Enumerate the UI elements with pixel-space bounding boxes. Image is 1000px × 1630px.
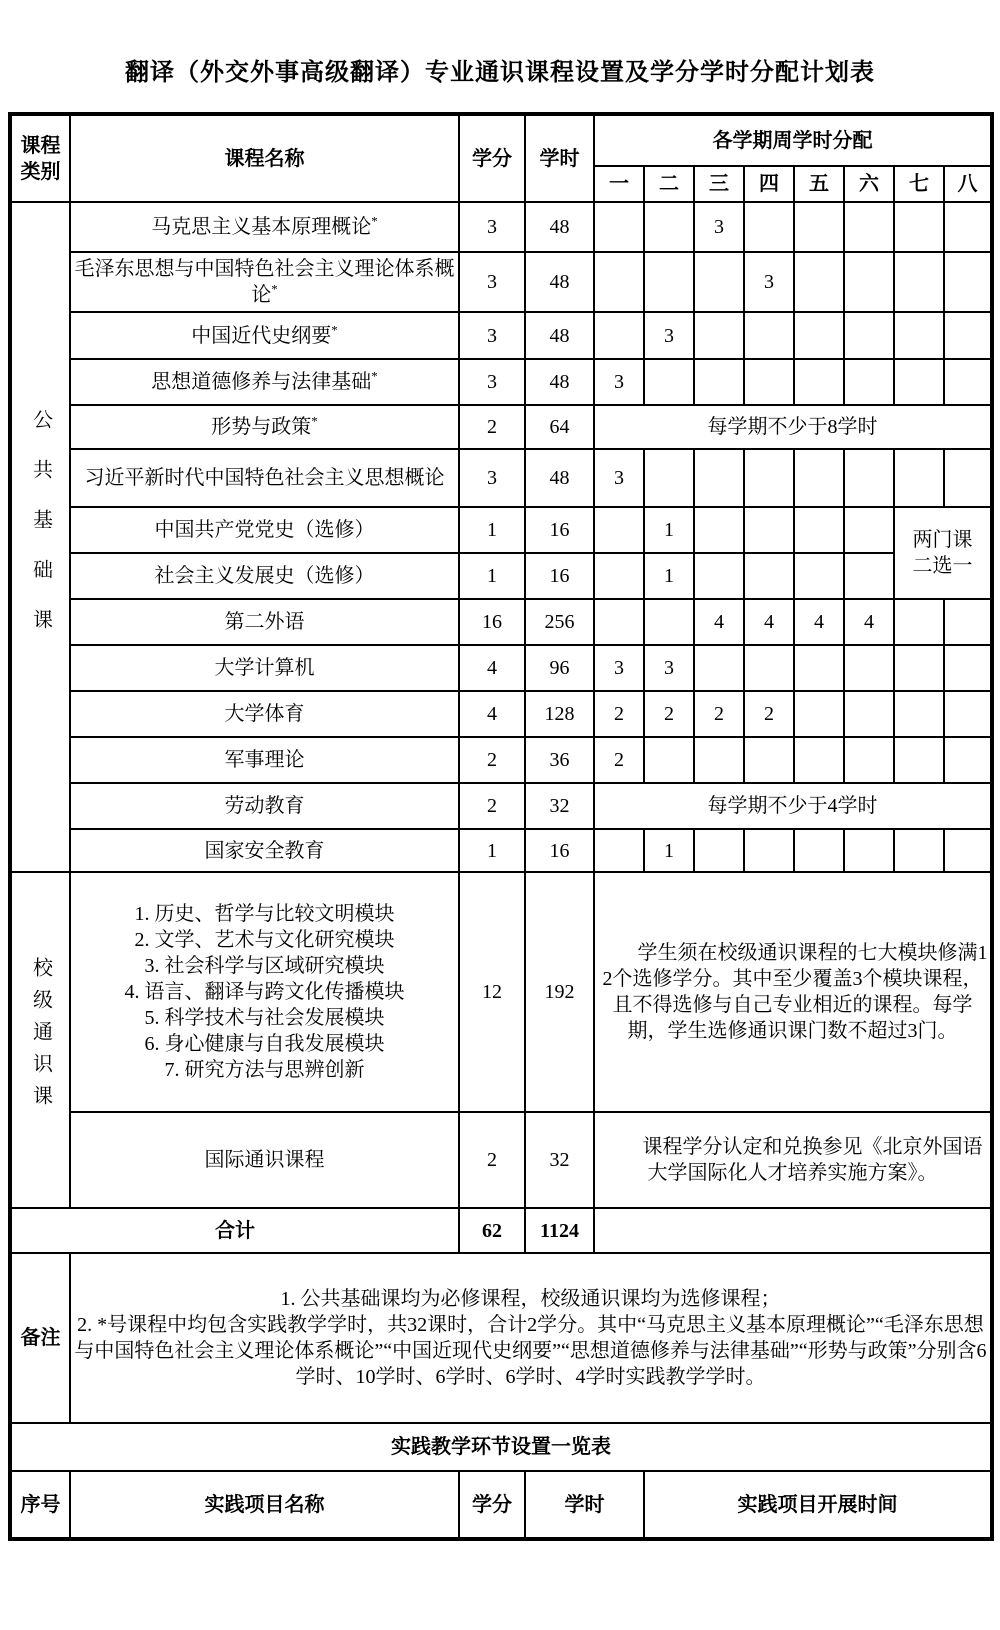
- semester-cell: [844, 645, 894, 691]
- hours-cell: 16: [525, 829, 594, 872]
- col-header-hours: 学时: [525, 114, 594, 202]
- practice-title-row: [10, 1423, 992, 1471]
- semester-cell: [594, 312, 644, 359]
- course-name: 中国近代史纲要*: [70, 312, 459, 359]
- semester-cell: [894, 645, 944, 691]
- total-label: 合计: [10, 1208, 459, 1253]
- semester-cell: [844, 359, 894, 405]
- hours-cell: 32: [525, 783, 594, 829]
- module-item: 3. 社会科学与区域研究模块: [144, 955, 385, 977]
- course-name: 马克思主义基本原理概论*: [70, 202, 459, 252]
- hours-cell: 64: [525, 405, 594, 449]
- semester-cell: [794, 553, 844, 599]
- course-name: 中国共产党党史（选修）: [70, 507, 459, 553]
- course-name: 劳动教育: [70, 783, 459, 829]
- semester-cell: [894, 599, 944, 645]
- semester-cell: 1: [644, 507, 694, 553]
- practice-header-row: [10, 1471, 992, 1539]
- semester-cell: [794, 507, 844, 553]
- semester-cell: 3: [644, 645, 694, 691]
- practice-col-hours: 学时: [525, 1471, 644, 1539]
- semester-cell: 3: [594, 359, 644, 405]
- table-row: [10, 783, 992, 829]
- semester-cell: [694, 359, 744, 405]
- credits-cell: 3: [459, 312, 525, 359]
- semester-cell: [794, 829, 844, 872]
- semester-cell: [844, 312, 894, 359]
- semester-header-4: 四: [744, 166, 794, 202]
- semester-cell: [894, 449, 944, 507]
- hours-cell: 36: [525, 737, 594, 783]
- semester-cell: [694, 645, 744, 691]
- semester-cell: [844, 737, 894, 783]
- semester-header-8: 八: [944, 166, 992, 202]
- semester-cell: [894, 202, 944, 252]
- semester-cell: [894, 737, 944, 783]
- international-course-note: 课程学分认定和兑换参见《北京外国语大学国际化人才培养实施方案》。: [594, 1112, 992, 1208]
- semester-cell: [594, 599, 644, 645]
- practice-col-name: 实践项目名称: [70, 1471, 459, 1539]
- semester-cell: [744, 449, 794, 507]
- practice-col-index: 序号: [10, 1471, 70, 1539]
- semester-cell: [644, 202, 694, 252]
- course-name: 毛泽东思想与中国特色社会主义理论体系概论*: [70, 252, 459, 312]
- semester-cell: [694, 449, 744, 507]
- semester-cell: [844, 507, 894, 553]
- semester-cell: [844, 829, 894, 872]
- module-item: 1. 历史、哲学与比较文明模块: [134, 903, 395, 925]
- curriculum-table: [8, 112, 994, 1541]
- remark-line: 2. *号课程中均包含实践教学学时，共32课时，合计2学分。其中“马克思主义基本原理概论”“毛泽东思想与中国特色社会主义理论体系概论”“中国近现代史纲要”“思想道德修养与法律基础”“形势与政策”分别含6学时、10学时、6学时、6学时、4学时实践教学学时。: [74, 1314, 987, 1388]
- semester-header-1: 一: [594, 166, 644, 202]
- table-row: [10, 691, 992, 737]
- semester-cell: 4: [694, 599, 744, 645]
- semester-cell: [594, 553, 644, 599]
- semester-cell: [944, 645, 992, 691]
- semester-header-2: 二: [644, 166, 694, 202]
- credits-cell: 2: [459, 1112, 525, 1208]
- semester-cell: [844, 202, 894, 252]
- category-public-basic: [10, 202, 70, 872]
- semester-cell: [944, 359, 992, 405]
- hours-cell: 16: [525, 507, 594, 553]
- semester-note-cell: 每学期不少于8学时: [594, 405, 992, 449]
- hours-cell: 48: [525, 312, 594, 359]
- semester-cell: 2: [594, 691, 644, 737]
- semester-cell: 1: [644, 553, 694, 599]
- semester-cell: [794, 312, 844, 359]
- table-row: [10, 872, 992, 1112]
- semester-cell: [944, 252, 992, 312]
- semester-cell: [694, 553, 744, 599]
- semester-cell: [844, 252, 894, 312]
- general-education-rule-note: 学生须在校级通识课程的七大模块修满12个选修学分。其中至少覆盖3个模块课程，且不得选修与自己专业相近的课程。每学期，学生选修通识课门数不超过3门。: [594, 872, 992, 1112]
- total-empty-cell: [594, 1208, 992, 1253]
- semester-cell: [794, 202, 844, 252]
- semester-cell: 2: [744, 691, 794, 737]
- semester-cell: [744, 553, 794, 599]
- table-row: [10, 737, 992, 783]
- hours-cell: 48: [525, 252, 594, 312]
- table-row: [10, 829, 992, 872]
- semester-cell: [744, 359, 794, 405]
- course-name: 大学体育: [70, 691, 459, 737]
- semester-note-cell: 每学期不少于4学时: [594, 783, 992, 829]
- hours-cell: 16: [525, 553, 594, 599]
- semester-cell: 4: [744, 599, 794, 645]
- semester-cell: [594, 507, 644, 553]
- total-row: [10, 1208, 992, 1253]
- practice-col-time: 实践项目开展时间: [644, 1471, 992, 1539]
- total-credits: 62: [459, 1208, 525, 1253]
- semester-cell: [794, 691, 844, 737]
- semester-cell: [694, 737, 744, 783]
- course-name: 思想道德修养与法律基础*: [70, 359, 459, 405]
- semester-cell: [744, 737, 794, 783]
- remark-row: [10, 1253, 992, 1423]
- semester-cell: [844, 449, 894, 507]
- table-row: [10, 599, 992, 645]
- table-row: [10, 405, 992, 449]
- module-item: 6. 身心健康与自我发展模块: [144, 1033, 385, 1055]
- semester-cell: [844, 691, 894, 737]
- semester-cell: 3: [644, 312, 694, 359]
- table-row: [10, 312, 992, 359]
- semester-cell: [794, 737, 844, 783]
- col-header-semester-group: 各学期周学时分配: [594, 114, 992, 166]
- module-item: 5. 科学技术与社会发展模块: [144, 1007, 385, 1029]
- credits-cell: 16: [459, 599, 525, 645]
- course-name: 习近平新时代中国特色社会主义思想概论: [70, 449, 459, 507]
- table-row: [10, 202, 992, 252]
- hours-cell: 96: [525, 645, 594, 691]
- col-header-course-name: 课程名称: [70, 114, 459, 202]
- credits-cell: 4: [459, 645, 525, 691]
- hours-cell: 48: [525, 359, 594, 405]
- semester-cell: [944, 449, 992, 507]
- semester-cell: 1: [644, 829, 694, 872]
- hours-cell: 256: [525, 599, 594, 645]
- module-list: [70, 872, 459, 1112]
- course-name: 第二外语: [70, 599, 459, 645]
- hours-cell: 32: [525, 1112, 594, 1208]
- semester-cell: [694, 507, 744, 553]
- category-public-label: 公共基础课: [29, 408, 52, 659]
- semester-cell: [794, 359, 844, 405]
- semester-cell: 3: [594, 449, 644, 507]
- remark-text: [70, 1253, 992, 1423]
- hours-cell: 48: [525, 449, 594, 507]
- semester-cell: [944, 737, 992, 783]
- course-name: 社会主义发展史（选修）: [70, 553, 459, 599]
- semester-cell: [594, 829, 644, 872]
- semester-cell: [794, 449, 844, 507]
- elective-choice-note: 两门课 二选一: [894, 507, 992, 599]
- semester-cell: [744, 202, 794, 252]
- category-general-education: [10, 872, 70, 1208]
- semester-cell: [694, 312, 744, 359]
- hours-cell: 48: [525, 202, 594, 252]
- credits-cell: 3: [459, 359, 525, 405]
- semester-header-6: 六: [844, 166, 894, 202]
- semester-cell: [594, 202, 644, 252]
- semester-header-3: 三: [694, 166, 744, 202]
- credits-cell: 12: [459, 872, 525, 1112]
- page-title: 翻译（外交外事高级翻译）专业通识课程设置及学分学时分配计划表: [125, 59, 875, 86]
- semester-cell: [944, 829, 992, 872]
- semester-cell: [944, 202, 992, 252]
- semester-cell: [644, 737, 694, 783]
- table-row: [10, 252, 992, 312]
- semester-cell: 3: [694, 202, 744, 252]
- hours-cell: 128: [525, 691, 594, 737]
- semester-header-7: 七: [894, 166, 944, 202]
- semester-cell: [644, 252, 694, 312]
- credits-cell: 2: [459, 737, 525, 783]
- col-header-credits: 学分: [459, 114, 525, 202]
- course-name: 大学计算机: [70, 645, 459, 691]
- remark-line: 1. 公共基础课均为必修课程，校级通识课均为选修课程；: [280, 1288, 781, 1310]
- credits-cell: 2: [459, 405, 525, 449]
- credits-cell: 1: [459, 507, 525, 553]
- semester-cell: 2: [644, 691, 694, 737]
- header-row-1: [10, 114, 992, 166]
- semester-cell: [944, 599, 992, 645]
- semester-cell: 2: [694, 691, 744, 737]
- credits-cell: 3: [459, 449, 525, 507]
- credits-cell: 1: [459, 553, 525, 599]
- table-row: [10, 553, 992, 599]
- semester-cell: 2: [594, 737, 644, 783]
- module-item: 7. 研究方法与思辨创新: [164, 1059, 365, 1081]
- table-row: [10, 359, 992, 405]
- semester-cell: 3: [744, 252, 794, 312]
- course-name: 军事理论: [70, 737, 459, 783]
- course-name: 国家安全教育: [70, 829, 459, 872]
- total-hours: 1124: [525, 1208, 594, 1253]
- credits-cell: 1: [459, 829, 525, 872]
- semester-cell: [694, 252, 744, 312]
- semester-cell: [644, 449, 694, 507]
- credits-cell: 3: [459, 202, 525, 252]
- remark-label: 备注: [10, 1253, 70, 1423]
- credits-cell: 2: [459, 783, 525, 829]
- semester-cell: [844, 553, 894, 599]
- module-item: 4. 语言、翻译与跨文化传播模块: [124, 981, 405, 1003]
- semester-cell: 4: [844, 599, 894, 645]
- semester-cell: [744, 829, 794, 872]
- semester-cell: [794, 252, 844, 312]
- semester-cell: [594, 252, 644, 312]
- semester-cell: [744, 507, 794, 553]
- table-row: [10, 1112, 992, 1208]
- semester-cell: [694, 829, 744, 872]
- semester-cell: 3: [594, 645, 644, 691]
- col-header-category: 课程类别: [10, 114, 70, 202]
- table-row: [10, 645, 992, 691]
- semester-header-5: 五: [794, 166, 844, 202]
- semester-cell: [644, 599, 694, 645]
- semester-cell: [744, 312, 794, 359]
- practice-section-title: 实践教学环节设置一览表: [10, 1423, 992, 1471]
- semester-cell: [794, 645, 844, 691]
- course-name: 国际通识课程: [70, 1112, 459, 1208]
- semester-cell: [944, 312, 992, 359]
- course-name: 形势与政策*: [70, 405, 459, 449]
- semester-cell: [644, 359, 694, 405]
- semester-cell: [894, 359, 944, 405]
- credits-cell: 4: [459, 691, 525, 737]
- semester-cell: [944, 691, 992, 737]
- semester-cell: [894, 252, 944, 312]
- semester-cell: [894, 691, 944, 737]
- semester-cell: [894, 829, 944, 872]
- credits-cell: 3: [459, 252, 525, 312]
- module-item: 2. 文学、艺术与文化研究模块: [134, 929, 395, 951]
- practice-col-credits: 学分: [459, 1471, 525, 1539]
- category-general-label: 校级通识课: [29, 956, 52, 1117]
- semester-cell: [894, 312, 944, 359]
- semester-cell: 4: [794, 599, 844, 645]
- semester-cell: [744, 645, 794, 691]
- table-row: [10, 507, 992, 553]
- hours-cell: 192: [525, 872, 594, 1112]
- table-row: [10, 449, 992, 507]
